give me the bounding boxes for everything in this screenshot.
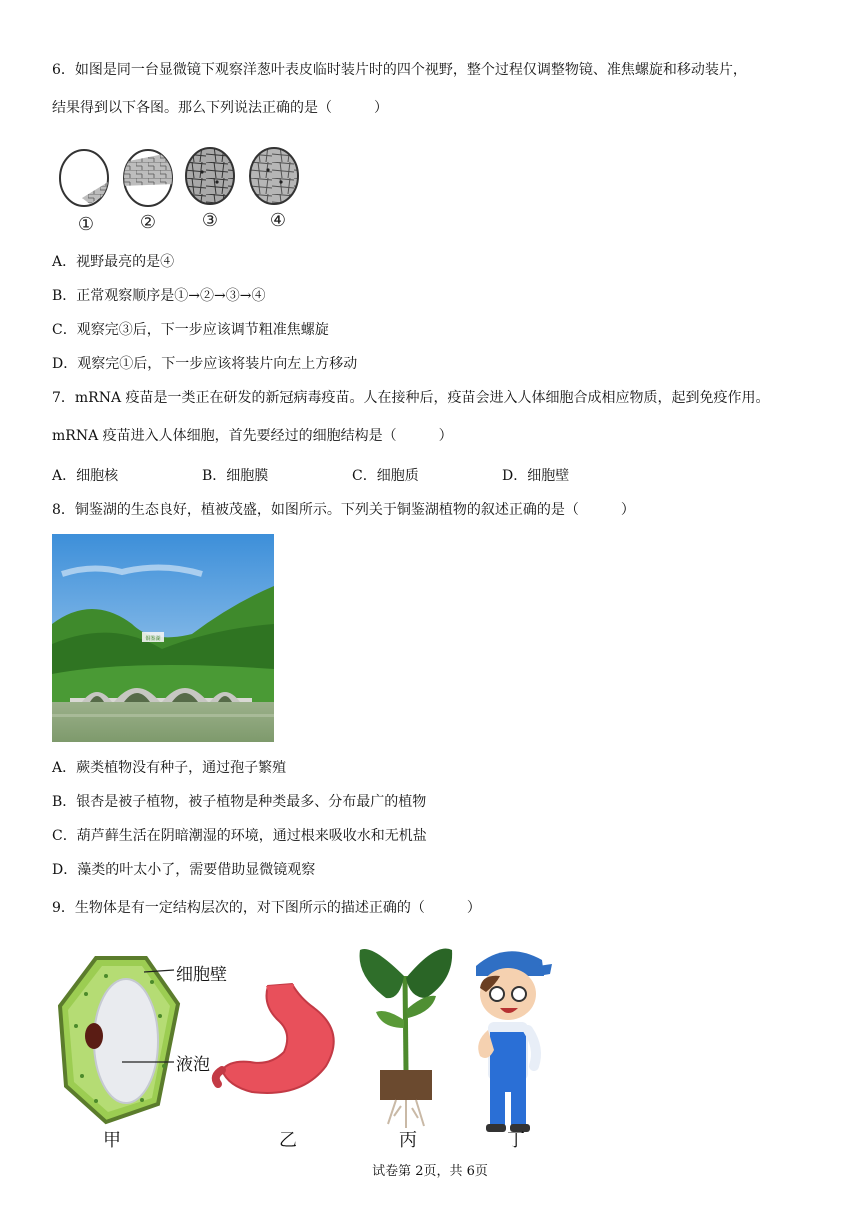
fig-label-ding: 丁 [507,1130,525,1151]
plant [360,949,453,1128]
field-label-4: ④ [269,210,287,231]
field-1 [60,150,110,206]
field-label-1: ① [77,214,95,235]
q9-structure-levels-figure [56,936,566,1154]
q8-lake-photo [52,534,274,742]
vacuole-label: 液泡 [176,1055,210,1075]
q8-stem: 8．铜鉴湖的生态良好，植被茂盛，如图所示。下列关于铜鉴湖植物的叙述正确的是（ ） [52,502,635,518]
fig-label-yi: 乙 [279,1130,297,1151]
q7-option-b: B．细胞膜 [202,468,269,484]
q6-microscope-fields-figure [52,146,312,236]
q6-option-c: C．观察完③后，下一步应该调节粗准焦螺旋 [52,322,329,338]
q6-option-a: A．视野最亮的是④ [52,254,175,270]
q6-option-d: D．观察完①后，下一步应该将装片向左上方移动 [52,356,358,372]
q7-option-c: C．细胞质 [352,468,419,484]
q7-option-d: D．细胞壁 [502,468,570,484]
q8-option-a: A．蕨类植物没有种子，通过孢子繁殖 [52,760,287,776]
q8-option-b: B．银杏是被子植物，被子植物是种类最多、分布最广的植物 [52,794,427,810]
q9-stem: 9．生物体是有一定结构层次的，对下图所示的描述正确的（ ） [52,900,481,916]
q7-stem-line1: 7．mRNA 疫苗是一类正在研发的新冠病毒疫苗。人在接种后，疫苗会进入人体细胞合成相应物质，起到免疫作用。 [52,390,770,406]
field-label-2: ② [139,212,157,233]
stomach [216,984,334,1093]
fig-label-jia: 甲 [103,1130,121,1151]
fig-label-bing: 丙 [399,1130,417,1151]
q6-stem-line1: 6．如图是同一台显微镜下观察洋葱叶表皮临时装片时的四个视野，整个过程仅调整物镜、准焦螺旋和移动装片， [52,62,747,78]
field-label-3: ③ [201,210,219,231]
field-2 [122,150,174,206]
q7-option-a: A．细胞核 [52,468,119,484]
cell-wall-label: 细胞壁 [176,965,227,985]
q6-stem-line2: 结果得到以下各图。那么下列说法正确的是（ ） [52,100,388,116]
plant-cell [60,958,178,1122]
q8-option-c: C．葫芦藓生活在阴暗潮湿的环境，通过根来吸收水和无机盐 [52,828,427,844]
page-footer: 试卷第 2页，共 6页 [372,1164,488,1179]
q8-option-d: D．藻类的叶太小了，需要借助显微镜观察 [52,862,316,878]
cartoon-person [476,951,552,1132]
q7-stem-line2: mRNA 疫苗进入人体细胞，首先要经过的细胞结构是（ ） [52,428,453,444]
field-4 [246,146,306,206]
field-3 [182,146,242,206]
lake-sign-text: 铜鉴湖 [145,636,161,642]
q6-option-b: B．正常观察顺序是①→②→③→④ [52,288,266,304]
